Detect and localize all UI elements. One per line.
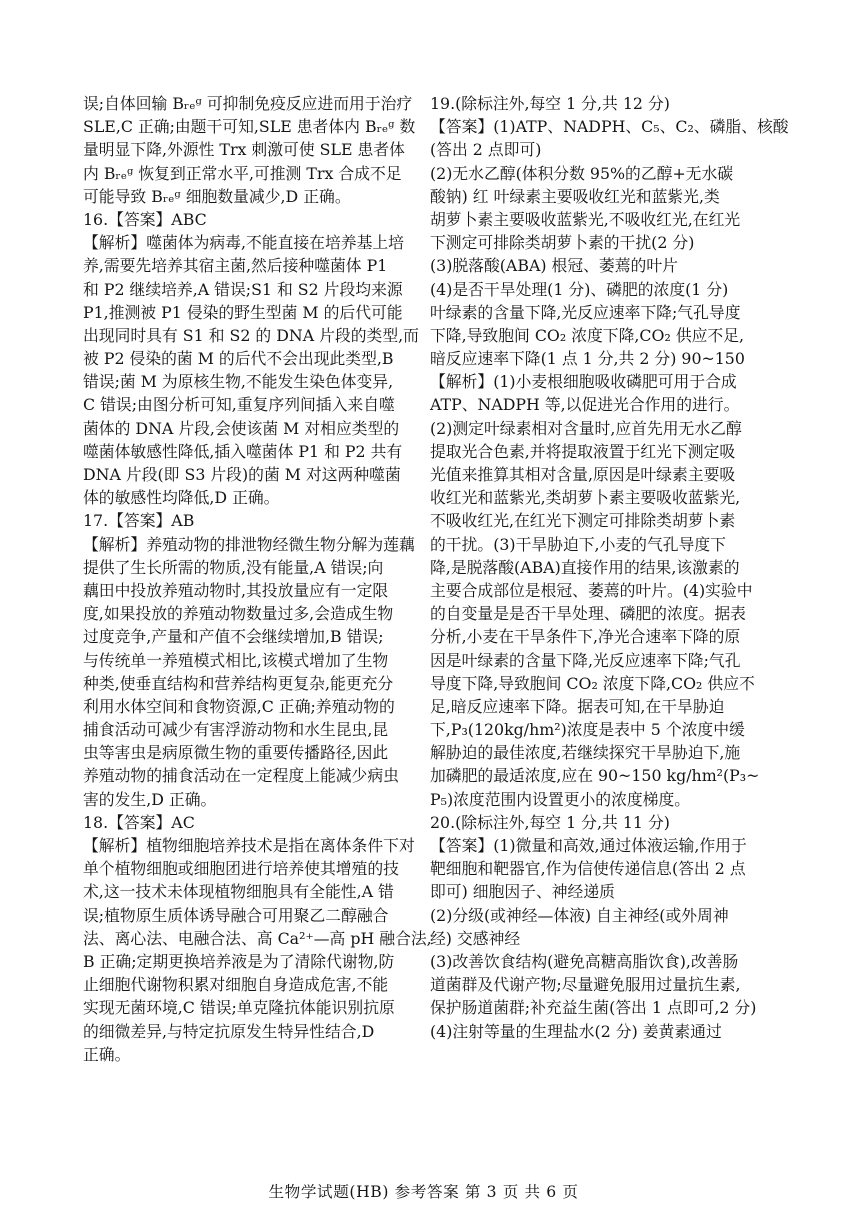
text-line: 保护肠道菌群;补充益生菌(答出 1 点即可,2 分) [430, 998, 757, 1018]
text-line: SLE,C 正确;由题干可知,SLE 患者体内 Bᵣₑᵍ 数 [83, 117, 416, 137]
text-line: 提取光合色素,并将提取液置于红光下测定吸 [430, 441, 736, 461]
text-line: 养殖动物的捕食活动在一定程度上能减少病虫 [83, 766, 399, 786]
text-line: 过度竞争,产量和产值不会继续增加,B 错误; [83, 627, 384, 647]
right-column [430, 92, 796, 1043]
page-footer: 生物学试题(HB) 参考答案 第 3 页 共 6 页 [268, 1183, 579, 1201]
text-line: 胡萝卜素主要吸收蓝紫光,不吸收红光,在红光 [430, 209, 741, 229]
text-line: 的自变量是是否干旱处理、磷肥的浓度。据表 [430, 604, 746, 624]
text-line: 的细微差异,与特定抗原发生特异性结合,D [83, 1021, 375, 1041]
text-line: 即可) 细胞因子、神经递质 [430, 882, 615, 902]
text-line: 分析,小麦在干旱条件下,净光合速率下降的原 [430, 627, 741, 647]
text-line: 可能导致 Bᵣₑᵍ 细胞数量减少,D 正确。 [83, 186, 351, 206]
text-line: 养,需要先培养其宿主菌,然后接种噬菌体 P1 [83, 256, 388, 276]
text-line: 单个植物细胞或细胞团进行培养使其增殖的技 [83, 859, 399, 879]
text-line: (3)脱落酸(ABA) 根冠、萎蔫的叶片 [430, 256, 678, 276]
text-line: 与传统单一养殖模式相比,该模式增加了生物 [83, 650, 389, 670]
text-line: 的干扰。(3)干旱胁迫下,小麦的气孔导度下 [430, 534, 726, 554]
text-line: (2)测定叶绿素相对含量时,应首先用无水乙醇 [430, 418, 742, 438]
text-line: 内 Bᵣₑᵍ 恢复到正常水平,可推测 Trx 合成不足 [83, 163, 402, 183]
text-line: (4)是否干旱处理(1 分)、磷肥的浓度(1 分) [430, 279, 729, 299]
text-line: 被 P2 侵染的菌 M 的后代不会出现此类型,B [83, 349, 394, 369]
text-line: 【解析】(1)小麦根细胞吸收磷肥可用于合成 [430, 372, 737, 392]
text-line: 害的发生,D 正确。 [83, 789, 217, 809]
text-line: 种类,使垂直结构和营养结构更复杂,能更充分 [83, 673, 394, 693]
text-line: 实现无菌环境,C 错误;单克隆抗体能识别抗原 [83, 998, 395, 1018]
text-line: 经) 交感神经 [430, 928, 521, 948]
text-line: 术,这一技术未体现植物细胞具有全能性,A 错 [83, 882, 394, 902]
text-line: ATP、NADPH 等,以促进光合作用的进行。 [430, 395, 740, 415]
text-line: 道菌群及代谢产物;尽量避免服用过量抗生素, [430, 975, 741, 995]
text-line: 因是叶绿素的含量下降,光反应速率下降;气孔 [430, 650, 741, 670]
text-line: 【解析】噬菌体为病毒,不能直接在培养基上培 [83, 233, 404, 253]
text-line: 下测定可排除类胡萝卜素的干扰(2 分) [430, 233, 695, 253]
text-line: 菌体的 DNA 片段,会使该菌 M 对相应类型的 [83, 418, 400, 438]
text-line: P1,推测被 P1 侵染的野生型菌 M 的后代可能 [83, 302, 403, 322]
text-line: 降,是脱落酸(ABA)直接作用的结果,该激素的 [430, 557, 740, 577]
text-line: 【解析】养殖动物的排泄物经微生物分解为莲藕 [83, 534, 415, 554]
text-line: B 正确;定期更换培养液是为了清除代谢物,防 [83, 951, 395, 971]
text-line: 虫等害虫是病原微生物的重要传播路径,因此 [83, 743, 389, 763]
text-line: 收红光和蓝紫光,类胡萝卜素主要吸收蓝紫光, [430, 488, 741, 508]
text-line: 利用水体空间和食物资源,C 正确;养殖动物的 [83, 696, 395, 716]
text-line: 错误;菌 M 为原核生物,不能发生染色体变异, [83, 372, 394, 392]
text-line: 导度下降,导致胞间 CO₂ 浓度下降,CO₂ 供应不 [430, 673, 755, 693]
text-line: 【答案】(1)微量和高效,通过体液运输,作用于 [430, 836, 747, 855]
text-line: 19.(除标注外,每空 1 分,共 12 分) [430, 94, 670, 113]
text-line: 正确。 [83, 1044, 131, 1064]
text-line: 误;自体回输 Bᵣₑᵍ 可抑制免疫反应进而用于治疗 [83, 94, 413, 113]
text-line: 下降,导致胞间 CO₂ 浓度下降,CO₂ 供应不足, [430, 325, 745, 345]
text-line: 法、离心法、电融合法、高 Ca²⁺—高 pH 融合法, [83, 928, 432, 948]
text-line: 不吸收红光,在红光下测定可排除类胡萝卜素 [430, 511, 736, 531]
text-line: 主要合成部位是根冠、萎蔫的叶片。(4)实验中 [430, 580, 753, 600]
text-line: 足,暗反应速率下降。据表可知,在干旱胁迫 [430, 696, 725, 716]
text-line: 度,如果投放的养殖动物数量过多,会造成生物 [83, 604, 394, 624]
text-line: 酸钠) 红 叶绿素主要吸收红光和蓝紫光,类 [430, 186, 720, 206]
text-line: 下,P₃(120kg/hm²)浓度是表中 5 个浓度中缓 [430, 720, 745, 740]
text-line: 18.【答案】AC [83, 812, 195, 832]
left-column [83, 92, 439, 1066]
text-line: (2)无水乙醇(体积分数 95%的乙醇+无水碳 [430, 163, 734, 183]
text-line: 光值来推算其相对含量,原因是叶绿素主要吸 [430, 465, 736, 484]
text-line: 靶细胞和靶器官,作为信使传递信息(答出 2 点 [430, 859, 746, 879]
text-line: C 错误;由图分析可知,重复序列间插入来自噬 [83, 395, 395, 415]
text-line: 20.(除标注外,每空 1 分,共 11 分) [430, 812, 670, 832]
text-line: P₅)浓度范围内设置更小的浓度梯度。 [430, 789, 691, 809]
text-line: 误;植物原生质体诱导融合可用聚乙二醇融合 [83, 905, 389, 925]
text-line: 暗反应速率下降(1 点 1 分,共 2 分) 90~150 [430, 349, 745, 369]
text-line: (2)分级(或神经—体液) 自主神经(或外周神 [430, 905, 729, 925]
text-line: 17.【答案】AB [83, 511, 195, 531]
text-line: 叶绿素的含量下降,光反应速率下降;气孔导度 [430, 302, 741, 322]
text-line: 解胁迫的最佳浓度,若继续探究干旱胁迫下,施 [430, 743, 741, 763]
text-line: 16.【答案】ABC [83, 209, 207, 229]
text-line: 噬菌体敏感性降低,插入噬菌体 P1 和 P2 共有 [83, 441, 403, 461]
text-line: 和 P2 继续培养,A 错误;S1 和 S2 片段均来源 [83, 279, 403, 299]
text-line: (3)改善饮食结构(避免高糖高脂饮食),改善肠 [430, 951, 739, 971]
text-line: (4)注射等量的生理盐水(2 分) 姜黄素通过 [430, 1021, 722, 1041]
text-line: (答出 2 点即可) [430, 140, 542, 160]
text-line: 出现同时具有 S1 和 S2 的 DNA 片段的类型,而 [83, 325, 419, 345]
text-line: 【答案】(1)ATP、NADPH、C₅、C₂、磷脂、核酸 [430, 117, 789, 137]
text-line: 体的敏感性均降低,D 正确。 [83, 488, 280, 508]
text-line: 提供了生长所需的物质,没有能量,A 错误;向 [83, 557, 384, 577]
text-line: 加磷肥的最适浓度,应在 90~150 kg/hm²(P₃~ [430, 766, 760, 786]
text-line: 【解析】植物细胞培养技术是指在离体条件下对 [83, 836, 415, 855]
text-line: 藕田中投放养殖动物时,其投放量应有一定限 [83, 580, 389, 600]
text-line: 量明显下降,外源性 Trx 刺激可使 SLE 患者体 [83, 140, 405, 160]
text-line: 捕食活动可减少有害浮游动物和水生昆虫,昆 [83, 720, 389, 740]
text-line: DNA 片段(即 S3 片段)的菌 M 对这两种噬菌 [83, 465, 401, 484]
text-line: 止细胞代谢物积累对细胞自身造成危害,不能 [83, 975, 389, 995]
